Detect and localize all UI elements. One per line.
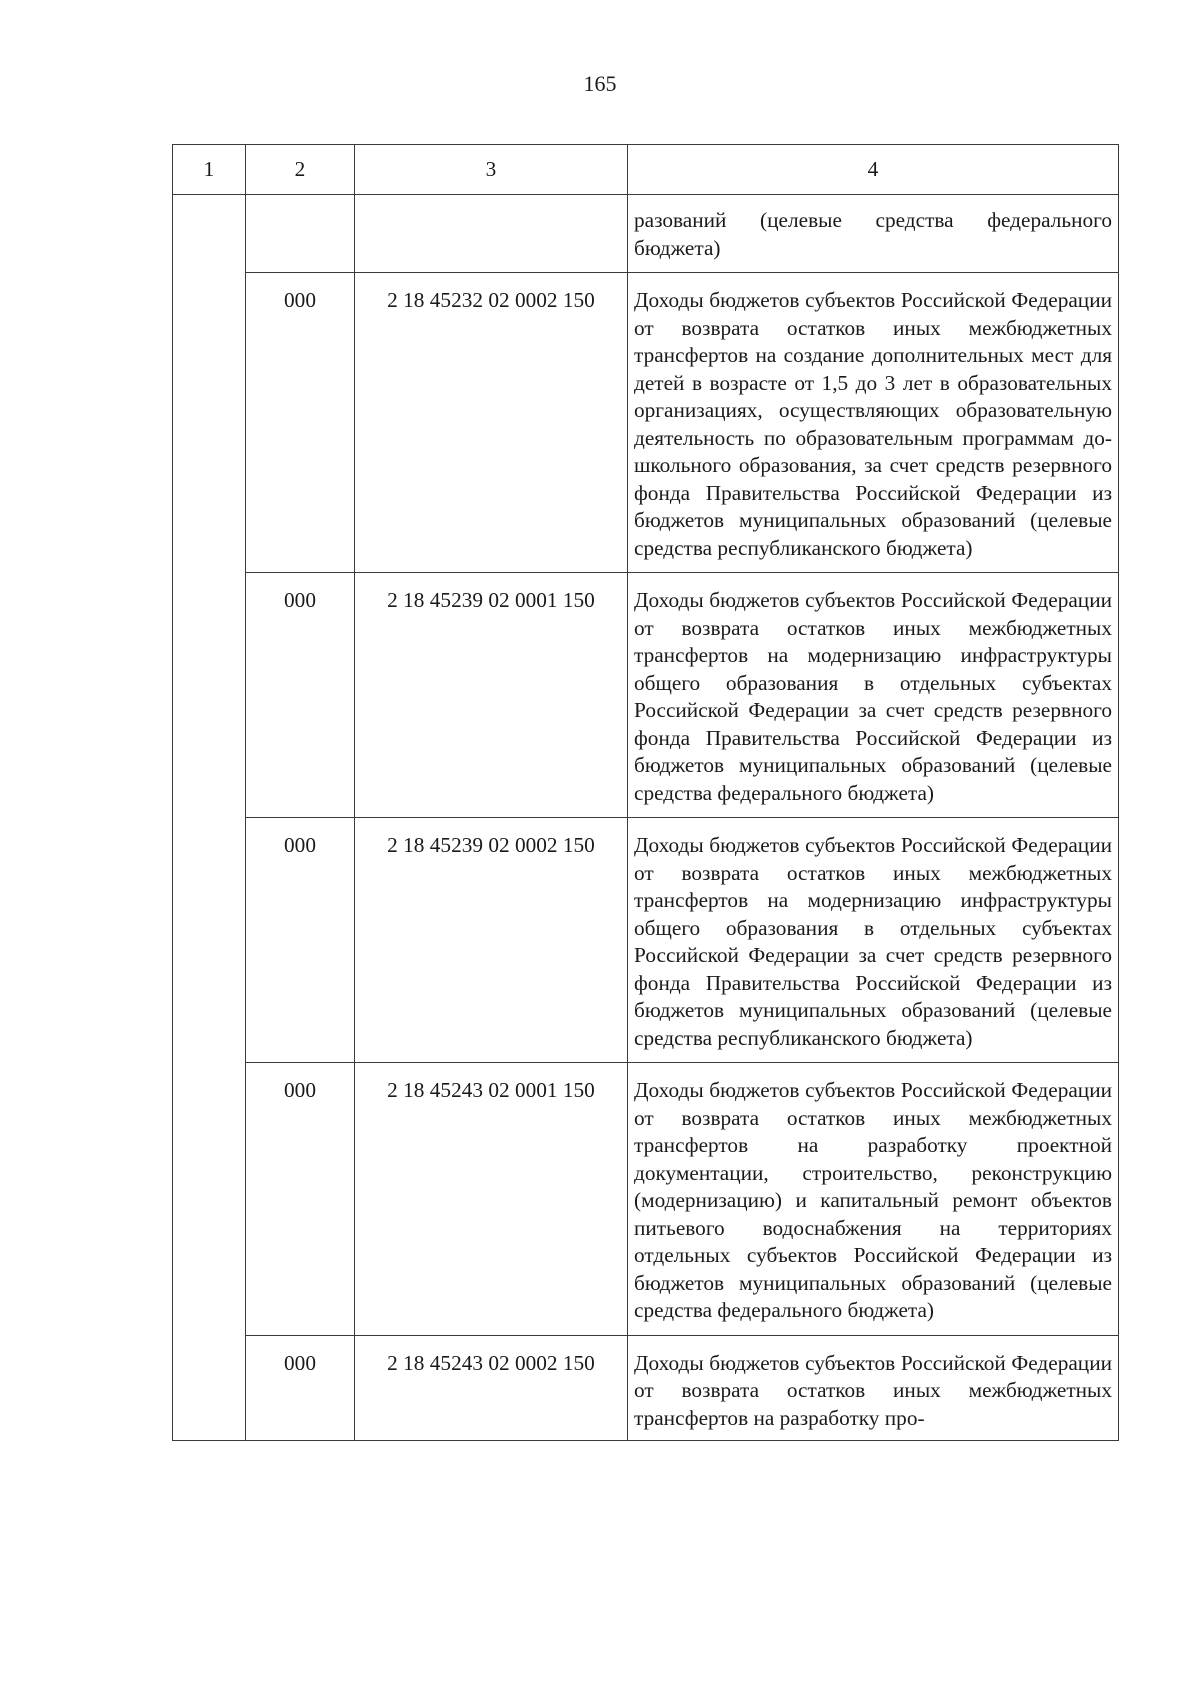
- description-cell: Доходы бюджетов субъектов Российской Федерации от возврата остатков иных межбюджетных трансфертов на создание дополнительных мест для детей в возрасте от 1,5 до 3 лет в образовательных организациях, осуществляющих образовательную деятельность по образовательным программам дошкольного образования, за счет средств резервного фонда Правительства Российской Федерации из бюджетов муниципальных образований (целевые средства республиканского бюджета): [628, 273, 1119, 573]
- budget-codes-table: [172, 144, 1119, 1441]
- col-1-cell: [173, 195, 246, 1441]
- table-header-row: [173, 145, 1119, 195]
- budget-code-cell: 2 18 45232 02 0002 150: [355, 273, 628, 573]
- table-row: [173, 1063, 1119, 1336]
- table-row: [173, 818, 1119, 1063]
- admin-code-cell: 000: [246, 1063, 355, 1336]
- header-col-2: 2: [246, 145, 355, 195]
- admin-code-cell: 000: [246, 818, 355, 1063]
- header-col-4: 4: [628, 145, 1119, 195]
- budget-code-cell: 2 18 45243 02 0002 150: [355, 1335, 628, 1441]
- header-col-3: 3: [355, 145, 628, 195]
- admin-code-cell: 000: [246, 1335, 355, 1441]
- table-row: [173, 273, 1119, 573]
- page-number: 165: [583, 71, 617, 96]
- admin-code-cell: 000: [246, 273, 355, 573]
- budget-code-cell: 2 18 45243 02 0001 150: [355, 1063, 628, 1336]
- description-cell: Доходы бюджетов субъектов Российской Федерации от возврата остатков иных межбюджетных трансфертов на модернизацию инфраструктуры общего образования в отдельных субъектах Российской Федерации за счет средств резервного фонда Правительства Российской Федерации из бюджетов муниципальных образований (целевые средства федерального бюджета): [628, 573, 1119, 818]
- admin-code-cell: 000: [246, 573, 355, 818]
- budget-code-cell: [355, 195, 628, 273]
- description-cell: Доходы бюджетов субъектов Российской Федерации от возврата остатков иных межбюджетных трансфертов на модернизацию инфраструктуры общего образования в отдельных субъектах Российской Федерации за счет средств резервного фонда Правительства Российской Федерации из бюджетов муниципальных образований (целевые средства республиканского бюджета): [628, 818, 1119, 1063]
- description-cell: разований (целевые средства федерального бюджета): [628, 195, 1119, 273]
- description-cell: Доходы бюджетов субъектов Российской Федерации от возврата остатков иных межбюджетных трансфертов на разработку проектной документации, строительство, реконструкцию (модернизацию) и капитальный ремонт объектов питьевого водоснабжения на территориях отдельных субъектов Российской Федерации из бюджетов муниципальных образований (целевые средства федерального бюджета): [628, 1063, 1119, 1336]
- table-row: [173, 573, 1119, 818]
- admin-code-cell: [246, 195, 355, 273]
- table-row: [173, 1335, 1119, 1441]
- budget-code-cell: 2 18 45239 02 0002 150: [355, 818, 628, 1063]
- table-row: [173, 195, 1119, 273]
- budget-code-cell: 2 18 45239 02 0001 150: [355, 573, 628, 818]
- description-cell: Доходы бюджетов субъектов Российской Федерации от возврата остатков иных межбюджетных трансфертов на разработку про-: [628, 1335, 1119, 1441]
- header-col-1: 1: [173, 145, 246, 195]
